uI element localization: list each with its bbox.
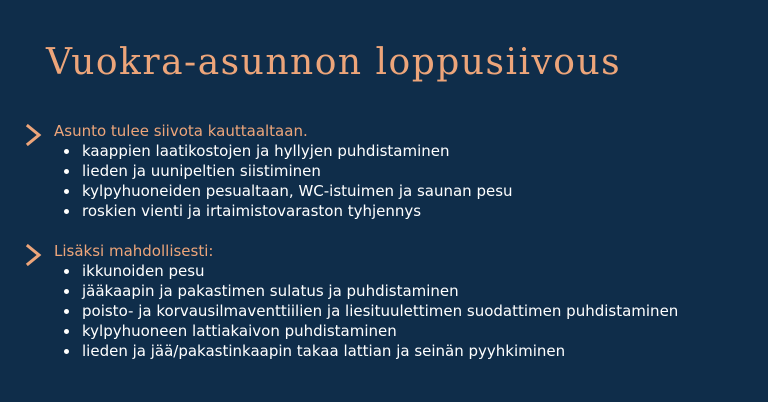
list-item: poisto- ja korvausilmaventtiilien ja liesituulettimen suodattimen puhdistaminen: [54, 301, 678, 321]
section-heading: Asunto tulee siivota kauttaaltaan.: [54, 122, 308, 140]
list-item: jääkaapin ja pakastimen sulatus ja puhdistaminen: [54, 281, 678, 301]
list-item: kylpyhuoneen lattiakaivon puhdistaminen: [54, 321, 678, 341]
page-title: Vuokra-asunnon loppusiivous: [46, 42, 622, 83]
bullet-list: [54, 261, 678, 361]
list-item: kaappien laatikostojen ja hyllyjen puhdistaminen: [54, 141, 513, 161]
section-heading: Lisäksi mahdollisesti:: [54, 242, 214, 260]
list-item: roskien vienti ja irtaimistovaraston tyhjennys: [54, 201, 513, 221]
list-item: kylpyhuoneiden pesualtaan, WC-istuimen ja saunan pesu: [54, 181, 513, 201]
bullet-list: [54, 141, 513, 221]
chevron-right-icon: [24, 243, 44, 267]
list-item: lieden ja jää/pakastinkaapin takaa lattian ja seinän pyyhkiminen: [54, 341, 678, 361]
chevron-right-icon: [24, 123, 44, 147]
list-item: ikkunoiden pesu: [54, 261, 678, 281]
list-item: lieden ja uunipeltien siistiminen: [54, 161, 513, 181]
